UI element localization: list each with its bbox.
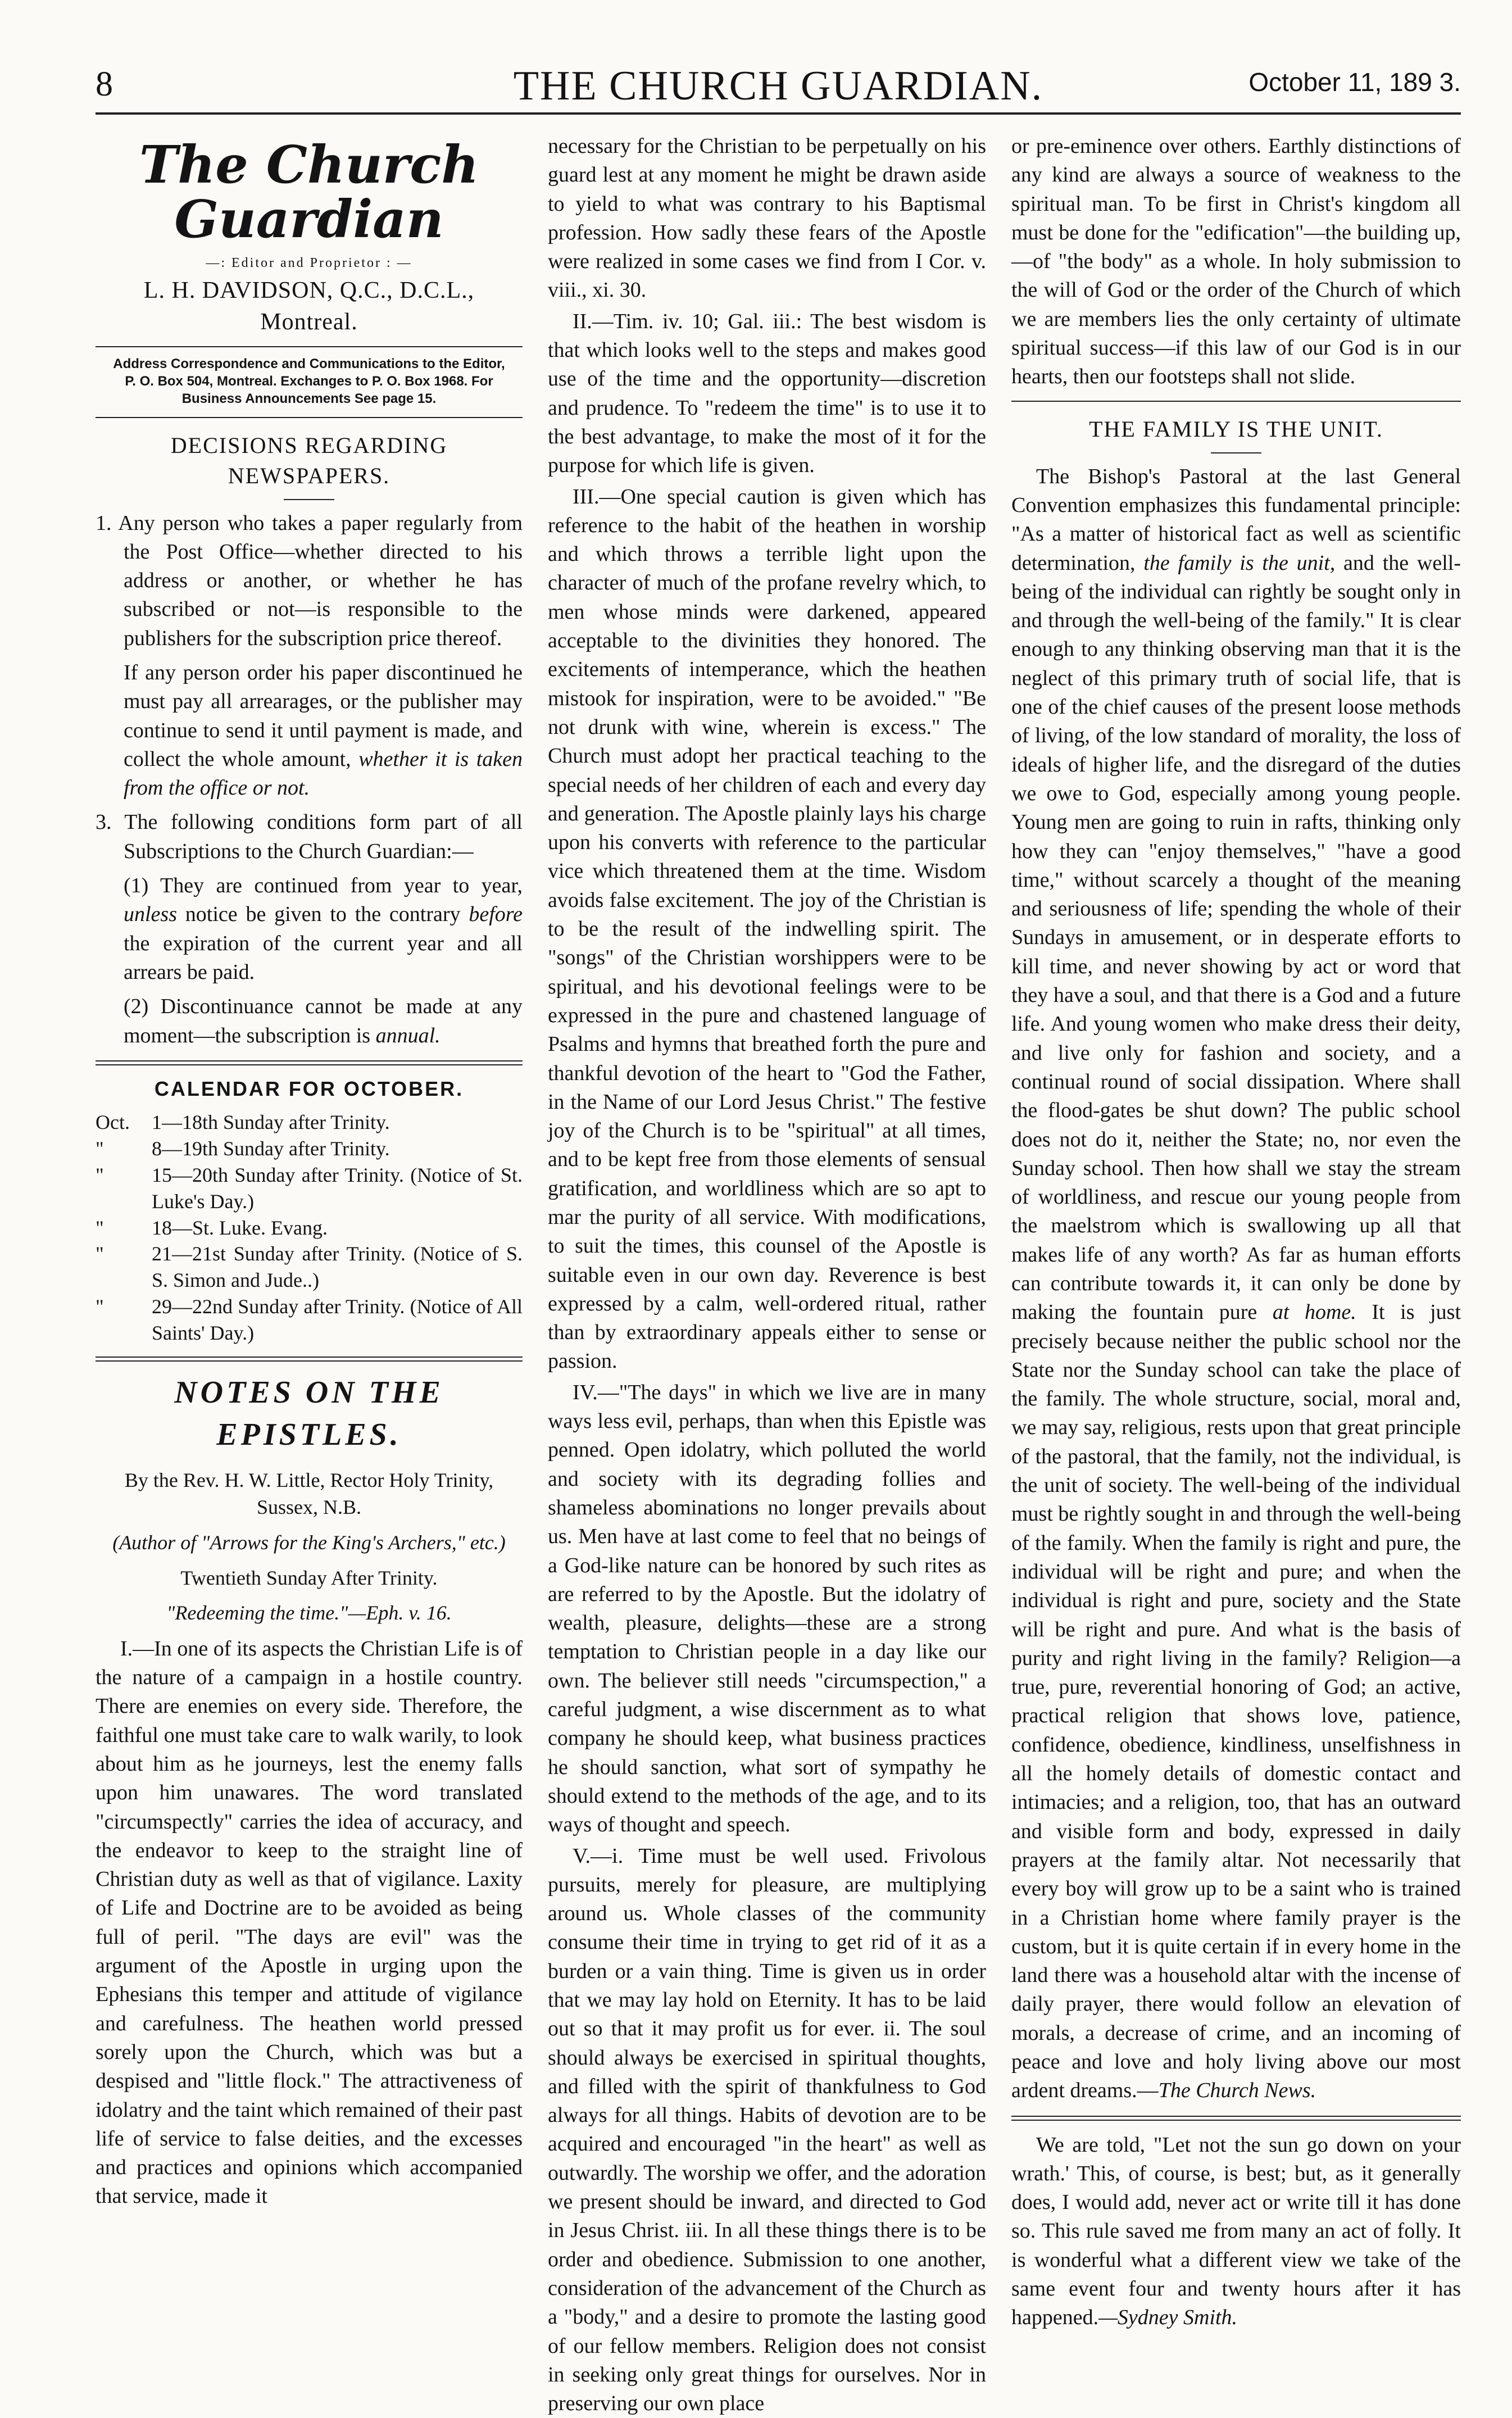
family-source: The Church News.: [1158, 2079, 1316, 2103]
quote-author: —Sydney Smith.: [1098, 2306, 1238, 2330]
double-rule: [1011, 2116, 1461, 2121]
notes-author: (Author of "Arrows for the King's Archers," etc.): [112, 1531, 506, 1554]
family-paragraph: The Bishop's Pastoral at the last General Convention emphasizes this fundamental principle: "As a matter of historical fact as well as scientific determination, the family is the unit, and the well-being of the individual can rightly be sought only in and through the well-being of the family." It is clear enough to any thinking observing man that it is the neglect of this primary truth of social life, that is one of the chief causes of the present loose methods of living, of the low standard of morality, the loss of ideals of higher life, and the disregard of the duties we owe to God, especially among young people. Young men are going to ruin in rafts, thinking only how they can "enjoy themselves," "have a good time," without scarcely a thought of the meaning and seriousness of life; spending the whole of their Sundays in amusement, or in desperate efforts to kill time, and never showing by act or word that they have a soul, and that there is a God and a future life. And young women who make dress their deity, and live only for fashion and society, and a continual round of social dissipation. Where shall the flood-gates be shut down? The public school does not do it, neither the State; no, nor even the Sunday school. Then how shall we stay the stream of worldliness, and rescue our young people from the maelstrom which is swallowing up all that makes life of any worth? As far as human efforts can contribute towards it, it can only be done by making the fountain pure at home. It is just precisely because neither the public school nor the State nor the Sunday school can take the place of the family. The whole structure, social, moral and, we may say, religious, rests upon that great principle of the pastoral, that the family, not the individual, is the unit of society. The well-being of the individual must be rightly sought in and through the well-being of the family. When the family is right and pure, the individual will be right and pure; and when the individual is right and pure, society and the State will be right and pure. And what is the basis of purity and right living in the family? Religion—a true, pure, reverential honoring of God; an active, practical religion that shows love, patience, confidence, obedience, kindliness, unselfishness in all the homely details of domestic contact and intimacies; and a religion, too, that has an outward and visible form and body, expressed in daily prayers at the family altar. Not necessarily that every boy will grow up to be a saint who is trained in a Christian home where family prayer is the custom, but it is quite certain if in every home in the land there was a household altar with the incense of daily prayer, there would follow an elevation of morals, a decrease of crime, and an incoming of peace and love and holy living above our most ardent dreams.—The Church News.: [1011, 464, 1461, 2103]
divider: [1211, 452, 1261, 453]
notes-paragraph-4: IV.—"The days" in which we live are in many ways less evil, perhaps, than when this Epistle was penned. Open idolatry, which polluted the world and society with its degrading follies and shameless abominations no longer prevails about us. Men have at last come to feel that no beings of a God-like nature can be honored by such rites as are referred to by the Apostle. But the idolatry of wealth, pleasure, delights—these are a strong temptation to Christian people in a day like our own. The believer still needs "circumspection," a careful judgment, a wise discernment as to what company he should keep, what business practices he should sanction, what sort of sympathy he should extend to the methods of the age, and to its ways of thought and speech.: [548, 1380, 986, 1837]
column-3: [1011, 132, 1461, 2330]
notes-paragraph-2: II.—Tim. iv. 10; Gal. iii.: The best wisdom is that which looks well to the steps and makes good use of the time and the opportunity—discretion and prudence. To "redeem the time" is to use it to the best advantage, to make the most of it for the purpose for which life is given.: [548, 309, 986, 478]
quote-paragraph: We are told, "Let not the sun go down on your wrath.' This, of course, is best; but, as it generally does, I would add, never act or write till it has done so. This rule saved me from many an act of folly. It is wonderful what a different view we take of the same event four and twenty hours after it has happened.—Sydney Smith.: [1011, 2133, 1461, 2330]
calendar-entry: " 29—22nd Sunday after Trinity. (Notice of All Saints' Day.): [96, 1295, 523, 1344]
column-1: [96, 132, 523, 2208]
column-2: [548, 132, 986, 2416]
notes-paragraph-5-continued: or pre-eminence over others. Earthly distinctions of any kind are always a source of weakness to the spiritual man. To be first in Christ's kingdom all must be done for the "edification"—the building up,—of "the body" as a whole. In holy submission to the will of God or the order of the Church of which we are members lies the only certainty of ultimate spiritual success—if this law of our God is in our hearts, then our footsteps shall not slide.: [1011, 134, 1461, 389]
calendar-title: CALENDAR FOR OCTOBER.: [154, 1077, 464, 1100]
decision-condition-1: (1) They are continued from year to year, unless notice be given to the contrary before the expiration of the current year and all arrears be paid.: [124, 874, 523, 984]
decision-condition-2: (2) Discontinuance cannot be made at any moment—the subscription is annual.: [124, 995, 523, 1047]
notes-byline: By the Rev. H. W. Little, Rector Holy Trinity, Sussex, N.B.: [124, 1468, 494, 1519]
notes-sunday: Twentieth Sunday After Trinity.: [180, 1566, 438, 1589]
notes-paragraph-5: V.—i. Time must be well used. Frivolous pursuits, merely for pleasure, are multiplying around us. Whole classes of the community consume their time in trying to get rid of it as a burden or a vain thing. Time is given us in order that we may lay hold on Eternity. It has to be laid out so that it may profit us for ever. ii. The soul should always be exercised in spiritual thoughts, and filled with the spirit of thankfulness to God always for all things. Habits of devotion are to be acquired and encouraged "in the heart" as well as outwardly. The worship we offer, and the adoration we present should be inward, and directed to God in Jesus Christ. iii. In all these things there is to be order and obedience. Submission to one another, consideration of the advancement of the Church as a "body," and a desire to promote the lasting good of our fellow members. Religion does not consist in seeking only great things for ourselves. Nor in preserving our own place: [548, 1844, 986, 2416]
issue-date: October 11, 189 3.: [1248, 67, 1461, 97]
divider: [284, 499, 334, 500]
calendar-entry: " 21—21st Sunday after Trinity. (Notice of S. S. Simon and Jude..): [96, 1242, 523, 1292]
double-rule: [96, 1357, 523, 1362]
notes-text-reference: "Redeeming the time."—Eph. v. 16.: [166, 1602, 452, 1625]
notes-paragraph-1-continued: necessary for the Christian to be perpetually on his guard lest at any moment he might be drawn aside to yield to what was contrary to his Baptismal profession. How sadly these fears of the Apostle were realized in some cases we find from I Cor. v. viii., xi. 30.: [548, 134, 986, 302]
notes-title: NOTES ON THE EPISTLES.: [174, 1374, 444, 1453]
page-header: [96, 53, 1461, 115]
decision-item-2: If any person order his paper discontinued he must pay all arrearages, or the publisher may continue to send it until payment is made, and collect the whole amount, whether it is taken from the office or not.: [124, 661, 523, 800]
decisions-heading: DECISIONS REGARDING NEWSPAPERS.: [170, 432, 448, 488]
notes-paragraph-1: I.—In one of its aspects the Christian Life is of the nature of a campaign in a hostile country. There are enemies on every side. Therefore, the faithful one must take care to walk warily, to look about him as he journeys, lest the enemy falls upon him unawares. The word translated "circumspectly" carries the idea of accuracy, and the endeavor to keep to the straight line of Christian duty as well as that of vigilance. Laxity of Life and Doctrine are to be avoided as being full of peril. "The days are evil" was the argument of the Apostle in urging upon the Ephesians this temper and attitude of vigilance and carefulness. The heathen world pressed sorely upon the Church, which was but a despised and "little flock." The attractiveness of idolatry and the taint which remained of their past life of service to false deities, and the excesses and practices and opinions which accompanied that service, made it: [96, 1636, 523, 2208]
notes-paragraph-3: III.—One special caution is given which has reference to the habit of the heathen in worship and which throws a terrible light upon the character of much of the profane revelry which, to men whose minds were darkened, appeared acceptable to the divinities they honored. The excitements of intemperance, which the heathen mistook for inspiration, were to be avoided." "Be not drunk with wine, wherein is excess." The Church must adopt her practical teaching to the special needs of her children of each and every day and generation. The Apostle plainly lays his charge upon his converts with reference to the particular vice which threatened them at the time. Wisdom avoids false excitement. The joy of the Christian is to be the result of the indwelling spirit. The "songs" of the Christian worshippers were to be spiritual, and his devotional feelings were to be expressed in the pure and chastened language of Psalms and hymns that breathed forth the pure and thankful devotion of the heart to "God the Father, in the Name of our Lord Jesus Christ." The festive joy of the Church is to be "spiritual" at all times, and to be kept free from those elements of sensual gratification, and worldliness which are so apt to mar the purity of all service. With modifications, to suit the times, this counsel of the Apostle is suitable even in our own day. Reverence is best expressed by a calm, well-ordered ritual, rather than by extraordinary appeals either to sense or passion.: [548, 484, 986, 1373]
page-number: 8: [96, 65, 113, 103]
paper-title: THE CHURCH GUARDIAN.: [513, 63, 1043, 109]
family-heading: THE FAMILY IS THE UNIT.: [1089, 416, 1383, 442]
masthead-title: The Church Guardian: [139, 134, 479, 249]
double-rule: [96, 1060, 523, 1065]
decision-item-3: 3. The following conditions form part of all Subscriptions to the Church Guardian:—: [96, 810, 523, 863]
divider: [1011, 401, 1461, 402]
address-notice: Address Correspondence and Communications to the Editor, P. O. Box 504, Montreal. Exchanges to P. O. Box 1968. For Business Announcements See page 15.: [96, 346, 523, 418]
editor-label: —: Editor and Proprietor : —: [206, 256, 412, 271]
decision-item-1: 1. Any person who takes a paper regularly from the Post Office—whether directed to his address or another, or whether he has subscribed or not—is responsible to the publishers for the subscription price thereof.: [96, 511, 523, 650]
editor-name: L. H. DAVIDSON, Q.C., D.C.L., Montreal.: [143, 277, 475, 335]
calendar-entry: " 18—St. Luke. Evang.: [96, 1216, 328, 1239]
calendar-entry: Oct. 1—18th Sunday after Trinity.: [96, 1111, 390, 1134]
calendar-entry: " 8—19th Sunday after Trinity.: [96, 1137, 390, 1160]
calendar-entry: " 15—20th Sunday after Trinity. (Notice of St. Luke's Day.): [96, 1164, 523, 1213]
